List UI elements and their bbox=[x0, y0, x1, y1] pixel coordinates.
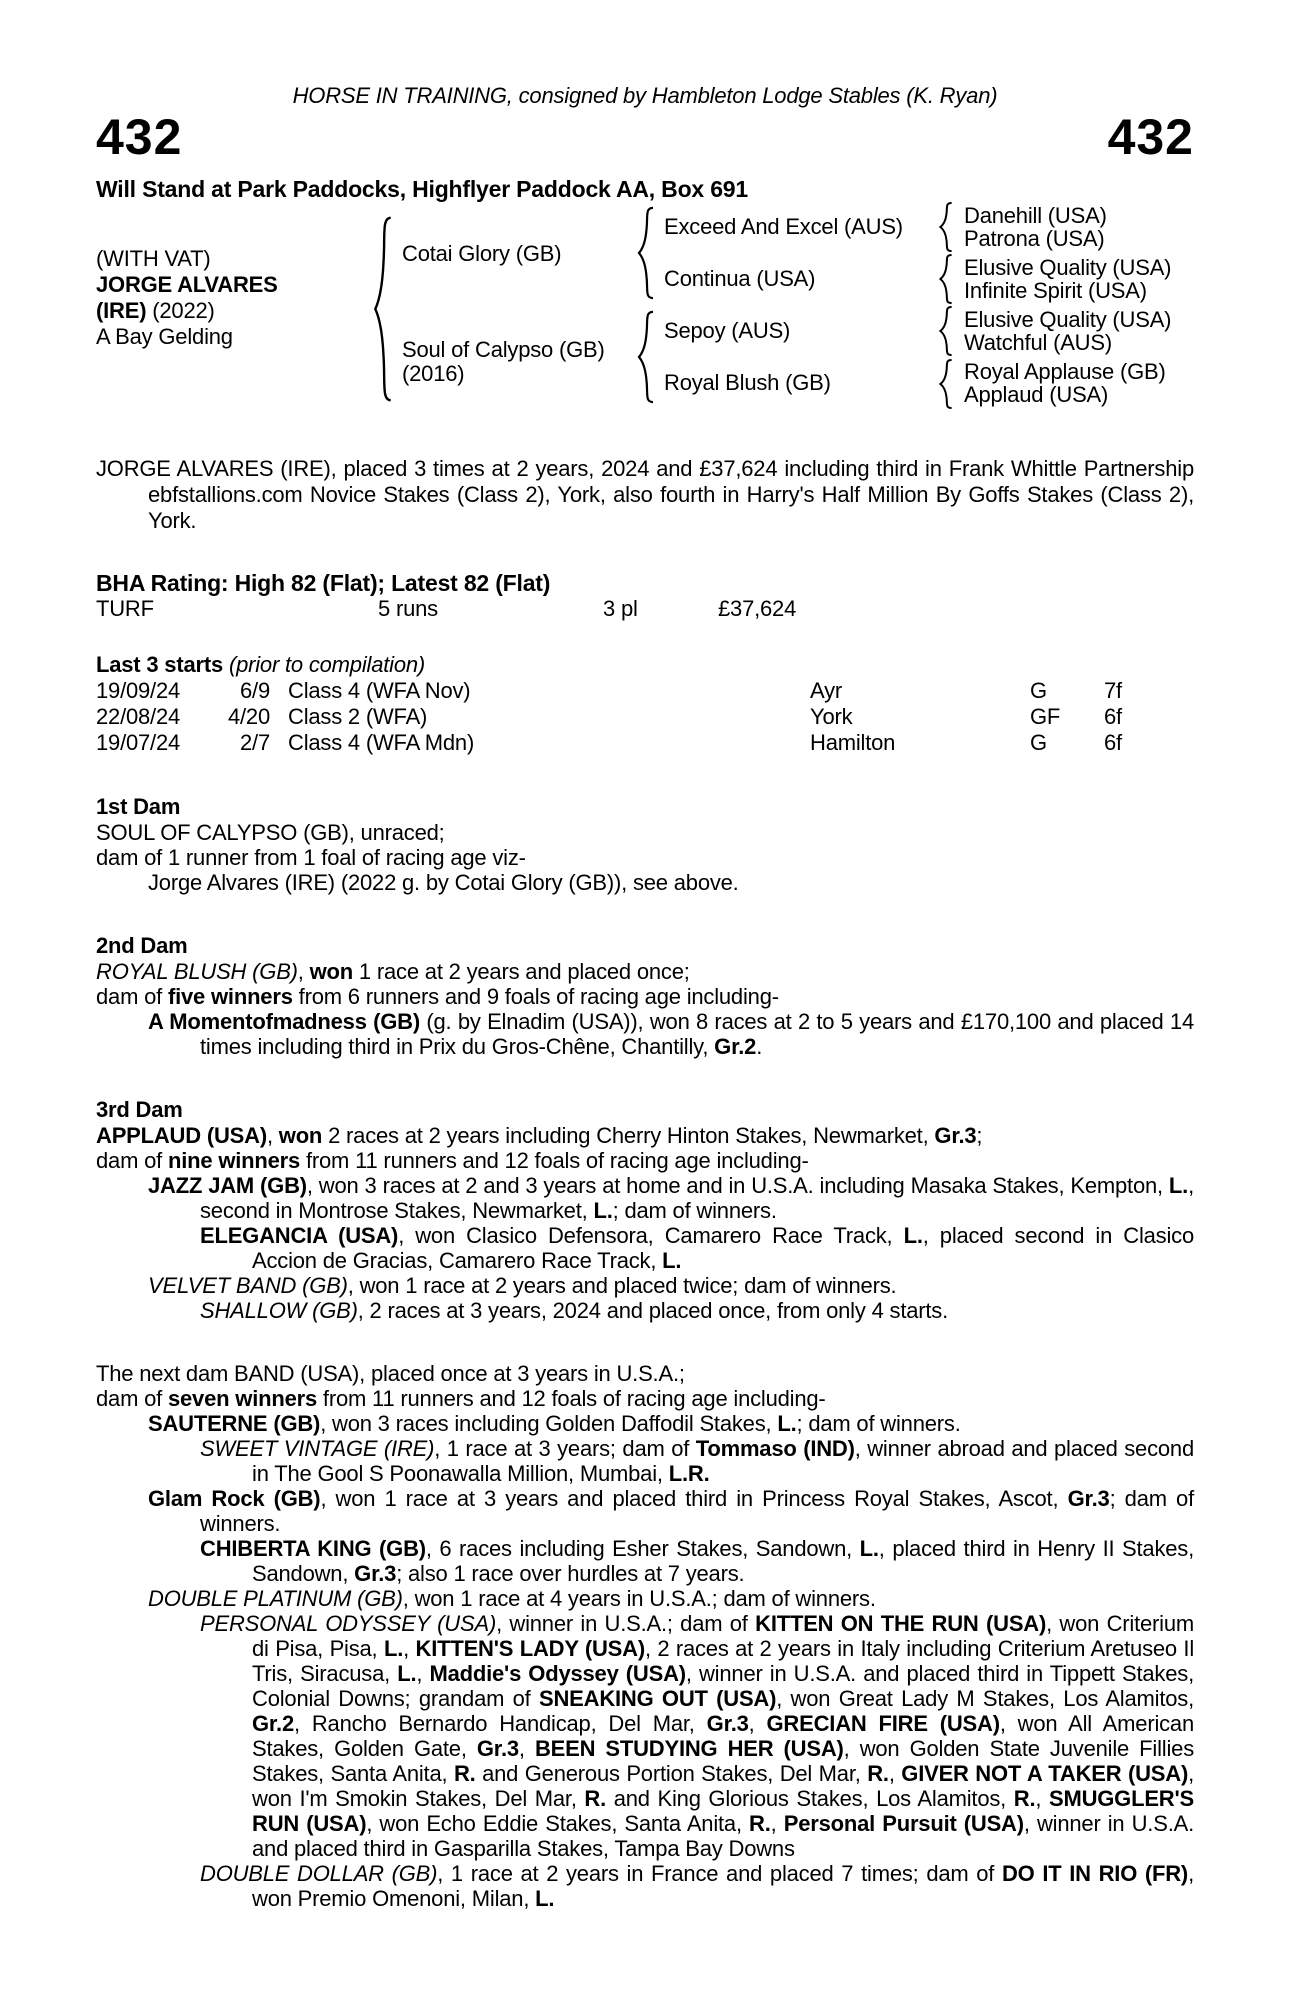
pedigree-paragraph bbox=[96, 1273, 1194, 1298]
last-3-starts-title: Last 3 starts bbox=[96, 652, 224, 677]
text-segment: , winner in U.S.A. and placed third in Gasparilla Stakes, Tampa Bay Downs bbox=[252, 1811, 1194, 1861]
curly-brace-icon bbox=[636, 310, 656, 404]
pedigree-paragraph bbox=[96, 984, 1194, 1009]
text-segment: Maddie's Odyssey (USA) bbox=[429, 1661, 686, 1686]
text-segment: , won 3 races including Golden Daffodil Stakes, bbox=[320, 1411, 778, 1436]
pedigree-paragraph bbox=[96, 845, 1194, 870]
race-result-row bbox=[96, 704, 1194, 730]
text-segment: , won Clasico Defensora, Camarero Race Track, bbox=[398, 1223, 904, 1248]
great-grandparent-5: Elusive Quality (USA) bbox=[964, 307, 1172, 332]
lot-number-right: 432 bbox=[1107, 109, 1194, 165]
curly-brace-icon bbox=[636, 206, 656, 300]
text-segment: Gr.3 bbox=[706, 1711, 749, 1736]
text-segment: SHALLOW (GB) bbox=[200, 1298, 358, 1323]
text-segment: Gr.2 bbox=[714, 1034, 757, 1059]
curly-brace-icon bbox=[938, 359, 954, 409]
text-segment: , won Echo Eddie Stakes, Santa Anita, bbox=[366, 1811, 750, 1836]
dam-section-paragraphs bbox=[96, 820, 1194, 895]
great-grandparent-1: Danehill (USA) bbox=[964, 203, 1107, 228]
text-segment: Personal Pursuit (USA) bbox=[783, 1811, 1024, 1836]
dam-section-paragraphs bbox=[96, 959, 1194, 1059]
text-segment: Gr.3 bbox=[476, 1736, 519, 1761]
text-segment: , won 3 races at 2 and 3 years at home and in U.S.A. including Masaka Stakes, Kempton, bbox=[306, 1173, 1169, 1198]
race-class: Class 4 (WFA Nov) bbox=[288, 678, 471, 703]
text-segment: , bbox=[403, 1636, 416, 1661]
text-segment: dam of 1 runner from 1 foal of racing age viz- bbox=[96, 845, 526, 870]
pedigree-paragraph bbox=[96, 1536, 1194, 1586]
text-segment: JAZZ JAM (GB) bbox=[148, 1173, 307, 1198]
text-segment: DO IT IN RIO (FR) bbox=[1001, 1861, 1189, 1886]
pedigree-paragraph bbox=[96, 1009, 1194, 1059]
text-segment: , won 1 race at 3 years and placed third in Princess Royal Stakes, Ascot, bbox=[320, 1486, 1068, 1511]
curly-brace-icon bbox=[372, 214, 394, 404]
text-segment: R. bbox=[1013, 1786, 1036, 1811]
text-segment: and King Glorious Stakes, Los Alamitos, bbox=[606, 1786, 1014, 1811]
curly-brace-icon bbox=[938, 306, 954, 356]
text-segment: KITTEN'S LADY (USA) bbox=[415, 1636, 645, 1661]
text-segment: , placed second in Clasico Accion de Gracias, Camarero Race Track, bbox=[252, 1223, 1195, 1273]
text-segment: dam of bbox=[96, 1148, 168, 1173]
pedigree-paragraph bbox=[96, 1861, 1194, 1911]
horse-suffix-year: (IRE) (2022) bbox=[96, 298, 215, 323]
dam-section bbox=[96, 933, 1194, 1059]
pedigree-paragraph bbox=[96, 1586, 1194, 1611]
text-segment: dam of bbox=[96, 1386, 168, 1411]
grandsire-1: Exceed And Excel (AUS) bbox=[664, 214, 903, 239]
text-segment: , winner abroad and placed second in The Gool S Poonawalla Million, Mumbai, bbox=[252, 1436, 1194, 1486]
pedigree-brace-ggp-4 bbox=[938, 359, 954, 409]
text-segment: APPLAUD (USA) bbox=[96, 1123, 267, 1148]
pedigree-tree bbox=[96, 202, 1194, 412]
text-segment: ROYAL BLUSH (GB) bbox=[96, 959, 298, 984]
text-segment: R. bbox=[867, 1761, 889, 1786]
pedigree-brace-ggp-2 bbox=[938, 254, 954, 304]
text-segment: from 11 runners and 12 foals of racing age including- bbox=[317, 1386, 826, 1411]
racecourse: York bbox=[810, 704, 853, 729]
text-segment: DOUBLE DOLLAR (GB) bbox=[200, 1861, 438, 1886]
vat-note: (WITH VAT) bbox=[96, 246, 211, 271]
text-segment: 2 races at 2 years including Cherry Hinton Stakes, Newmarket, bbox=[322, 1123, 935, 1148]
pedigree-paragraph bbox=[96, 1123, 1194, 1148]
surface-label: TURF bbox=[96, 596, 154, 621]
great-grandparent-6: Watchful (AUS) bbox=[964, 330, 1112, 355]
pedigree-paragraph bbox=[96, 1173, 1194, 1223]
text-segment: Gr.3 bbox=[354, 1561, 397, 1586]
text-segment: , won Criterium di Pisa, Pisa, bbox=[252, 1611, 1194, 1661]
pedigree-paragraph bbox=[96, 1361, 1194, 1386]
dam-section-paragraphs bbox=[96, 1361, 1194, 1911]
text-segment: Jorge Alvares (IRE) (2022 g. by Cotai Glory (GB)), see above. bbox=[148, 870, 739, 895]
text-segment: SNEAKING OUT (USA) bbox=[539, 1686, 777, 1711]
text-segment: , won Golden State Juvenile Fillies Stakes, Santa Anita, bbox=[252, 1736, 1194, 1786]
text-segment: , placed third in Henry II Stakes, Sandown, bbox=[252, 1536, 1194, 1586]
racecourse: Ayr bbox=[810, 678, 843, 703]
pedigree-paragraph bbox=[96, 1486, 1194, 1536]
pedigree-paragraph bbox=[96, 1411, 1194, 1436]
race-class: Class 2 (WFA) bbox=[288, 704, 428, 729]
text-segment: ; dam of winners. bbox=[612, 1198, 777, 1223]
last-3-starts-subtitle: (prior to compilation) bbox=[228, 652, 426, 677]
grandsire-2: Sepoy (AUS) bbox=[664, 318, 791, 343]
runs-count: 5 runs bbox=[378, 596, 438, 621]
text-segment: SWEET VINTAGE (IRE) bbox=[200, 1436, 435, 1461]
dam-name: Soul of Calypso (GB) (2016) bbox=[402, 337, 605, 386]
text-segment: , bbox=[1035, 1786, 1049, 1811]
text-segment: , bbox=[770, 1811, 784, 1836]
race-class: Class 4 (WFA Mdn) bbox=[288, 730, 475, 755]
finish-position: 2/7 bbox=[240, 730, 270, 755]
text-segment: , 1 race at 3 years; dam of bbox=[434, 1436, 696, 1461]
racecourse: Hamilton bbox=[810, 730, 896, 755]
text-segment: L. bbox=[662, 1248, 682, 1273]
distance: 6f bbox=[1104, 704, 1122, 729]
race-date: 19/09/24 bbox=[96, 678, 181, 703]
text-segment: , winner in U.S.A.; dam of bbox=[496, 1611, 756, 1636]
lot-number-left: 432 bbox=[96, 109, 183, 165]
horse-description: A Bay Gelding bbox=[96, 324, 233, 349]
text-segment: ELEGANCIA (USA) bbox=[200, 1223, 399, 1248]
text-segment: SOUL OF CALYPSO (GB), unraced; bbox=[96, 820, 445, 845]
pedigree-paragraph bbox=[96, 820, 1194, 845]
great-grandparent-7: Royal Applause (GB) bbox=[964, 359, 1166, 384]
consignor-line: HORSE IN TRAINING, consigned by Hambleton Lodge Stables (K. Ryan) bbox=[292, 83, 998, 108]
great-grandparent-4: Infinite Spirit (USA) bbox=[964, 278, 1147, 303]
text-segment: , bbox=[416, 1661, 430, 1686]
text-segment: L. bbox=[777, 1411, 797, 1436]
pedigree-paragraph bbox=[96, 959, 1194, 984]
text-segment: , won 1 race at 2 years and placed twice; dam of winners. bbox=[347, 1273, 897, 1298]
text-segment: seven winners bbox=[167, 1386, 318, 1411]
great-grandparent-3: Elusive Quality (USA) bbox=[964, 255, 1172, 280]
text-segment: ; also 1 race over hurdles at 7 years. bbox=[396, 1561, 745, 1586]
text-segment: Tommaso (IND) bbox=[695, 1436, 855, 1461]
text-segment: SMUGGLER'S RUN (USA) bbox=[252, 1786, 1195, 1836]
finish-position: 6/9 bbox=[240, 678, 270, 703]
text-segment: L. bbox=[383, 1636, 404, 1661]
text-segment: A Momentofmadness (GB) bbox=[148, 1009, 420, 1034]
going: GF bbox=[1030, 704, 1061, 729]
text-segment: ; dam of winners. bbox=[796, 1411, 961, 1436]
text-segment: The next dam BAND (USA), placed once at 3 years in U.S.A.; bbox=[96, 1361, 685, 1386]
distance: 6f bbox=[1104, 730, 1122, 755]
text-segment: R. bbox=[584, 1786, 607, 1811]
dam-section bbox=[96, 1361, 1194, 1911]
text-segment: , winner in U.S.A. and placed third in Tippett Stakes, Colonial Downs; grandam of bbox=[252, 1661, 1194, 1711]
text-segment: ; bbox=[976, 1123, 983, 1148]
dam-sections bbox=[96, 794, 1194, 1911]
pedigree-paragraph bbox=[96, 870, 1194, 895]
text-segment: nine winners bbox=[167, 1148, 301, 1173]
sire-name: Cotai Glory (GB) bbox=[402, 241, 562, 266]
pedigree-paragraph bbox=[96, 1148, 1194, 1173]
pedigree-paragraph bbox=[96, 1611, 1194, 1861]
text-segment: from 11 runners and 12 foals of racing age including- bbox=[300, 1148, 809, 1173]
text-segment: , won Premio Omenoni, Milan, bbox=[252, 1861, 1194, 1911]
great-grandparent-2: Patrona (USA) bbox=[964, 226, 1105, 251]
text-segment: Gr.2 bbox=[252, 1711, 295, 1736]
race-date: 22/08/24 bbox=[96, 704, 181, 729]
text-segment: 1 race at 2 years and placed once; bbox=[353, 959, 690, 984]
text-segment: , won All American Stakes, Golden Gate, bbox=[252, 1711, 1195, 1761]
text-segment: , won I'm Smokin Stakes, Del Mar, bbox=[252, 1761, 1194, 1811]
distance: 7f bbox=[1104, 678, 1122, 703]
dam-section-paragraphs bbox=[96, 1123, 1194, 1323]
curly-brace-icon bbox=[938, 202, 954, 252]
text-segment: L. bbox=[859, 1536, 879, 1561]
last-3-starts-heading bbox=[96, 652, 1194, 678]
race-date: 19/07/24 bbox=[96, 730, 181, 755]
text-segment: won bbox=[309, 959, 354, 984]
text-segment: , 2 races at 3 years, 2024 and placed once, from only 4 starts. bbox=[357, 1298, 949, 1323]
pedigree-brace-ggp-1 bbox=[938, 202, 954, 252]
text-segment: L.R. bbox=[668, 1461, 710, 1486]
granddam-1: Continua (USA) bbox=[664, 266, 816, 291]
text-segment: , bbox=[266, 1123, 279, 1148]
text-segment: L. bbox=[535, 1886, 555, 1911]
text-segment: VELVET BAND (GB) bbox=[148, 1273, 348, 1298]
finish-position: 4/20 bbox=[227, 704, 270, 729]
pedigree-brace-ggp-3 bbox=[938, 306, 954, 356]
text-segment: , Rancho Bernardo Handicap, Del Mar, bbox=[294, 1711, 707, 1736]
text-segment: DOUBLE PLATINUM (GB) bbox=[148, 1586, 403, 1611]
text-segment: from 6 runners and 9 foals of racing age including- bbox=[292, 984, 779, 1009]
text-segment: , bbox=[748, 1711, 767, 1736]
text-segment: , bbox=[518, 1736, 535, 1761]
text-segment: (g. by Elnadim (USA)), won 8 races at 2 to 5 years and £170,100 and placed 14 times including third in Prix du Gros-Chêne, Chantilly, bbox=[200, 1009, 1194, 1059]
text-segment: Glam Rock (GB) bbox=[148, 1486, 321, 1511]
dam-section bbox=[96, 794, 1194, 895]
text-segment: dam of bbox=[96, 984, 168, 1009]
text-segment: BEEN STUDYING HER (USA) bbox=[534, 1736, 844, 1761]
pedigree-brace-sire-parents bbox=[636, 206, 656, 300]
last-3-starts-table bbox=[96, 652, 1194, 756]
text-segment: , second in Montrose Stakes, Newmarket, bbox=[200, 1173, 1194, 1223]
granddam-2: Royal Blush (GB) bbox=[664, 370, 831, 395]
text-segment: PERSONAL ODYSSEY (USA) bbox=[200, 1611, 497, 1636]
text-segment: R. bbox=[453, 1761, 476, 1786]
bha-stats-row bbox=[96, 596, 1194, 622]
lot-number-row bbox=[96, 109, 1194, 166]
pedigree-paragraph bbox=[96, 1223, 1194, 1273]
text-segment: Gr.3 bbox=[934, 1123, 977, 1148]
race-result-row bbox=[96, 730, 1194, 756]
text-segment: L. bbox=[397, 1661, 417, 1686]
text-segment: GIVER NOT A TAKER (USA) bbox=[901, 1761, 1189, 1786]
text-segment: R. bbox=[749, 1811, 771, 1836]
text-segment: GRECIAN FIRE (USA) bbox=[766, 1711, 1000, 1736]
text-segment: SAUTERNE (GB) bbox=[148, 1411, 321, 1436]
bha-rating-heading: BHA Rating: High 82 (Flat); Latest 82 (Flat) bbox=[96, 570, 551, 596]
text-segment: , won Great Lady M Stakes, Los Alamitos, bbox=[776, 1686, 1194, 1711]
dam-section bbox=[96, 1097, 1194, 1323]
text-segment: KITTEN ON THE RUN (USA) bbox=[755, 1611, 1047, 1636]
great-grandparent-8: Applaud (USA) bbox=[964, 382, 1109, 407]
going: G bbox=[1030, 678, 1047, 703]
pedigree-brace-dam-parents bbox=[636, 310, 656, 404]
text-segment: L. bbox=[903, 1223, 923, 1248]
race-result-row bbox=[96, 678, 1194, 704]
text-segment: won bbox=[278, 1123, 323, 1148]
dam-section-heading: 2nd Dam bbox=[96, 933, 188, 958]
horse-identity bbox=[96, 246, 278, 350]
going: G bbox=[1030, 730, 1047, 755]
race-result-rows bbox=[96, 678, 1194, 756]
text-segment: , 6 races including Esher Stakes, Sandown, bbox=[425, 1536, 860, 1561]
text-segment: . bbox=[756, 1034, 763, 1059]
dam-section-heading: 3rd Dam bbox=[96, 1097, 183, 1122]
text-segment: , bbox=[297, 959, 310, 984]
race-record-summary bbox=[96, 456, 1194, 534]
text-segment: , won 1 race at 4 years in U.S.A.; dam of winners. bbox=[402, 1586, 876, 1611]
pedigree-paragraph bbox=[96, 1386, 1194, 1411]
text-segment: five winners bbox=[167, 984, 293, 1009]
text-segment: L. bbox=[1168, 1173, 1189, 1198]
text-segment: , 1 race at 2 years in France and placed 7 times; dam of bbox=[437, 1861, 1002, 1886]
text-segment: , 2 races at 2 years in Italy including Criterium Aretuseo Il Tris, Siracusa, bbox=[252, 1636, 1195, 1686]
dam-year: (2016) bbox=[402, 361, 465, 386]
text-segment: ; dam of winners. bbox=[200, 1486, 1194, 1536]
pedigree-brace-gen1 bbox=[372, 214, 394, 404]
placings-count: 3 pl bbox=[603, 596, 638, 621]
text-segment: and Generous Portion Stakes, Del Mar, bbox=[475, 1761, 868, 1786]
text-segment: JORGE ALVARES (IRE), placed 3 times at 2 years, 2024 and £37,624 including third in Frank Whittle Partnership ebfstallions.com Novice Stakes (Class 2), York, also fourth in Harry's Half Million By Goffs Stakes (Class 2), York. bbox=[96, 456, 1194, 533]
text-segment: Gr.3 bbox=[1067, 1486, 1110, 1511]
text-segment: , bbox=[888, 1761, 902, 1786]
text-segment: L. bbox=[593, 1198, 613, 1223]
earnings-amount: £37,624 bbox=[718, 596, 797, 621]
dam-section-heading: 1st Dam bbox=[96, 794, 181, 819]
pedigree-paragraph bbox=[96, 1298, 1194, 1323]
pedigree-paragraph bbox=[96, 1436, 1194, 1486]
text-segment: CHIBERTA KING (GB) bbox=[200, 1536, 426, 1561]
stand-location-line: Will Stand at Park Paddocks, Highflyer Paddock AA, Box 691 bbox=[96, 176, 748, 202]
horse-name: JORGE ALVARES bbox=[96, 272, 278, 297]
curly-brace-icon bbox=[938, 254, 954, 304]
